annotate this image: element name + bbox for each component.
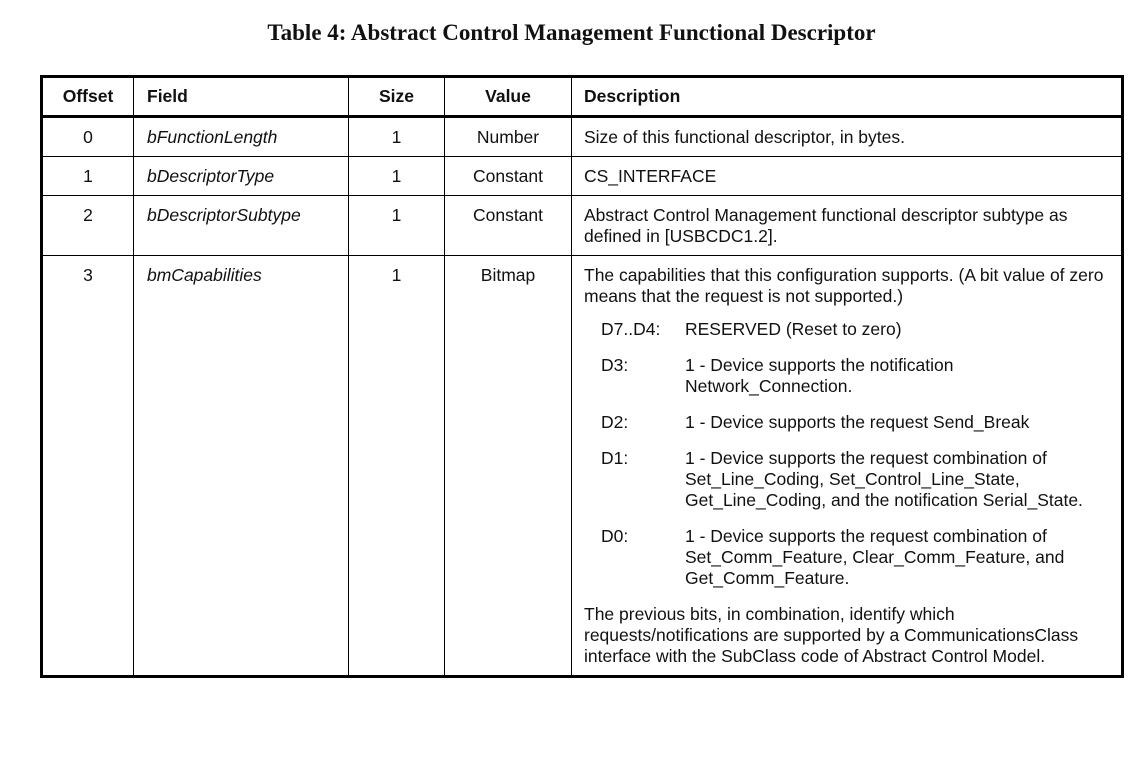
cell-field: bDescriptorSubtype [134, 196, 349, 256]
bit-text: 1 - Device supports the request combination of Set_Comm_Feature, Clear_Comm_Feature, and Get_Comm_Feature. [685, 526, 1065, 588]
capabilities-intro: The capabilities that this configuration supports. (A bit value of zero means that the request is not supported.) [584, 265, 1104, 306]
cell-value: Number [445, 117, 572, 157]
table-caption: Table 4: Abstract Control Management Functional Descriptor [267, 20, 876, 45]
table-row [42, 256, 1123, 677]
cell-description: CS_INTERFACE [572, 157, 1123, 196]
table-row [42, 117, 1123, 157]
bit-name: D1: [601, 448, 629, 468]
cell-offset: 2 [42, 196, 134, 256]
bit-text: 1 - Device supports the request Send_Break [685, 412, 1030, 432]
bit-name: D0: [601, 526, 629, 546]
cell-size: 1 [349, 157, 445, 196]
cell-size: 1 [349, 256, 445, 677]
bit-text: 1 - Device supports the notification Network_Connection. [685, 355, 954, 396]
bit-list [584, 319, 1111, 589]
bit-item [584, 526, 1111, 589]
capabilities-closing: The previous bits, in combination, identify which requests/notifications are supported by a CommunicationsClass interface with the SubClass code of Abstract Control Model. [584, 604, 1079, 666]
cell-description: Abstract Control Management functional descriptor subtype as defined in [USBCDC1.2]. [572, 196, 1123, 256]
header-field: Field [134, 77, 349, 117]
cell-field: bDescriptorType [134, 157, 349, 196]
bit-text: 1 - Device supports the request combination of Set_Line_Coding, Set_Control_Line_State, Get_Line_Coding, and the notification Serial_State. [685, 448, 1083, 510]
cell-field: bmCapabilities [134, 256, 349, 677]
bit-item [584, 319, 1111, 340]
header-size: Size [349, 77, 445, 117]
header-value: Value [445, 77, 572, 117]
bit-name: D2: [601, 412, 629, 432]
cell-value: Bitmap [445, 256, 572, 677]
cell-size: 1 [349, 117, 445, 157]
cell-value: Constant [445, 196, 572, 256]
cell-size: 1 [349, 196, 445, 256]
header-row [42, 77, 1123, 117]
table-row [42, 157, 1123, 196]
cell-description [572, 256, 1123, 677]
cell-offset: 3 [42, 256, 134, 677]
bit-text: RESERVED (Reset to zero) [685, 319, 902, 339]
cell-value: Constant [445, 157, 572, 196]
bit-name: D7..D4: [601, 319, 661, 339]
cell-field: bFunctionLength [134, 117, 349, 157]
cell-description: Size of this functional descriptor, in bytes. [572, 117, 1123, 157]
cell-offset: 0 [42, 117, 134, 157]
header-offset: Offset [42, 77, 134, 117]
cell-offset: 1 [42, 157, 134, 196]
bit-item [584, 355, 1111, 397]
bit-item [584, 448, 1111, 511]
header-description: Description [572, 77, 1123, 117]
descriptor-table [40, 75, 1124, 678]
table-row [42, 196, 1123, 256]
bit-item [584, 412, 1111, 433]
bit-name: D3: [601, 355, 629, 375]
